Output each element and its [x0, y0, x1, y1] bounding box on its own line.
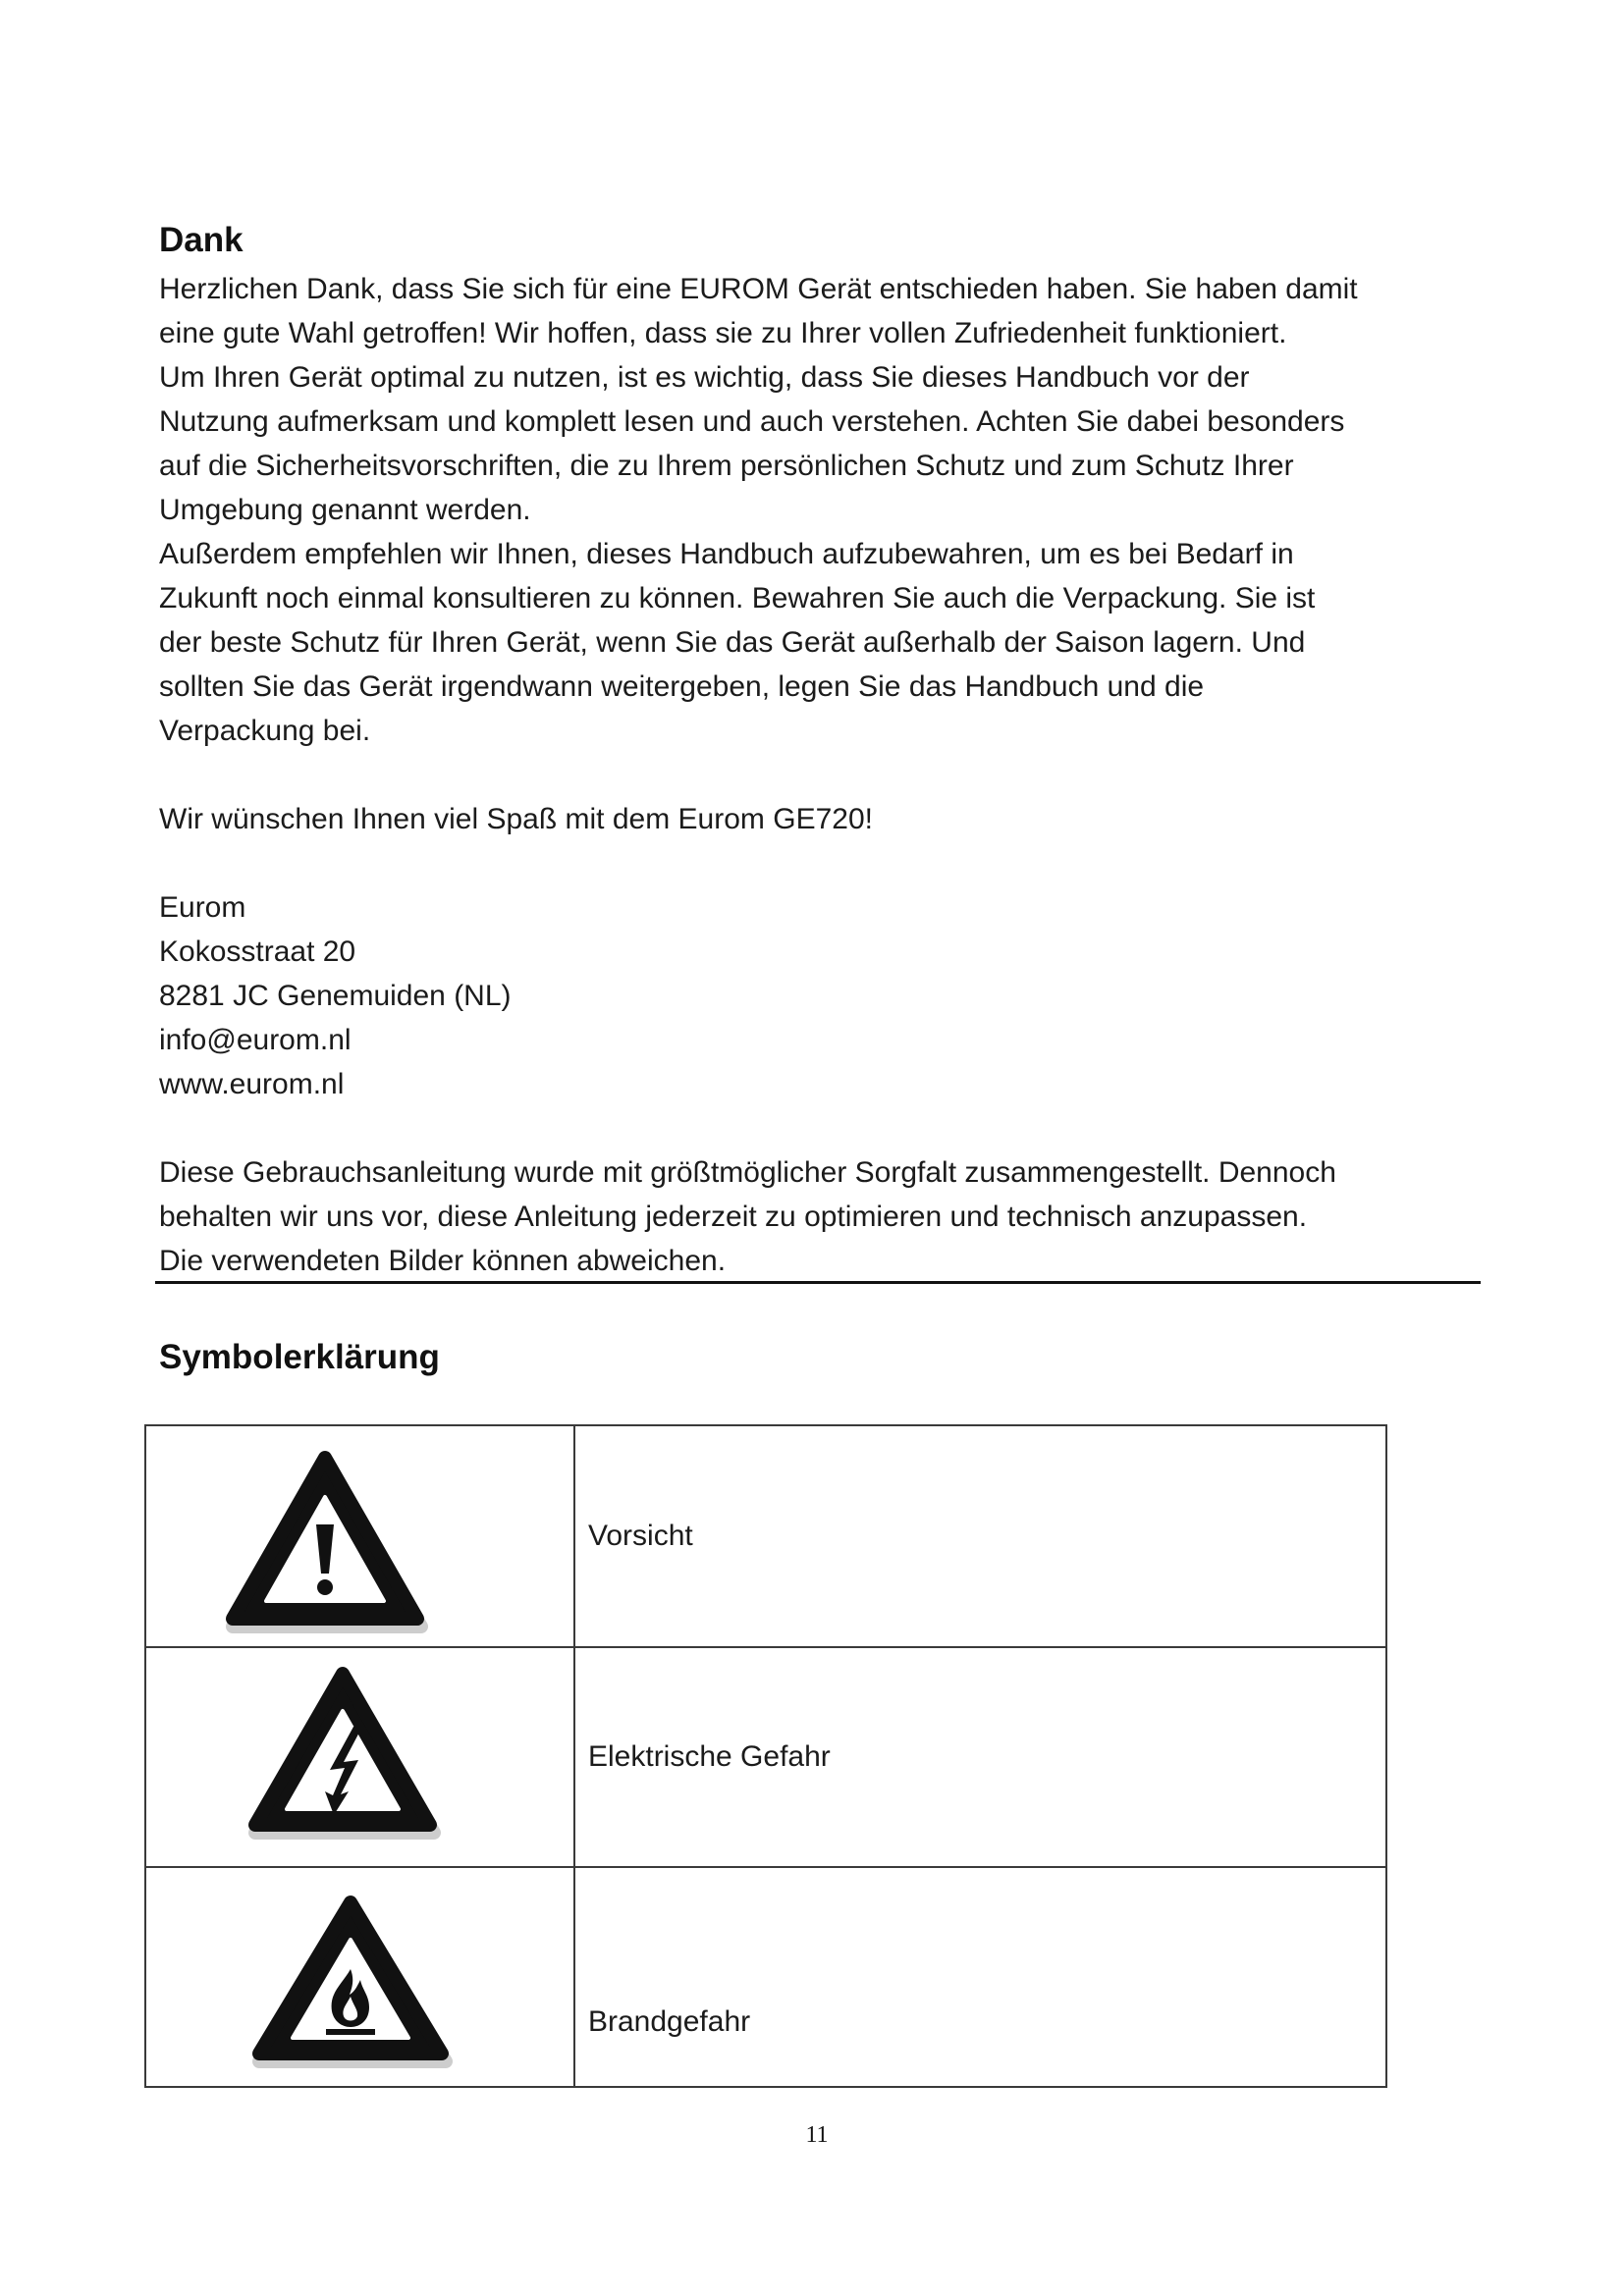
thanks-paragraph-1 — [159, 267, 1358, 532]
table-row — [146, 1866, 1385, 2086]
closing-wish — [159, 797, 1358, 841]
company-address — [159, 885, 1358, 1106]
text-line: eine gute Wahl getroffen! Wir hoffen, dass sie zu Ihrer vollen Zufriedenheit funktioniert. — [159, 317, 1287, 349]
symbol-label: Elektrische Gefahr — [588, 1740, 831, 1773]
text-line: Herzlichen Dank, dass Sie sich für eine EUROM Gerät entschieden haben. Sie haben damit — [159, 273, 1358, 305]
thanks-paragraph-2 — [159, 532, 1358, 753]
text-line: auf die Sicherheitsvorschriften, die zu Ihrem persönlichen Schutz und zum Schutz Ihrer — [159, 450, 1294, 482]
email-address: info@eurom.nl — [159, 1024, 352, 1056]
disclaimer — [159, 1150, 1358, 1283]
icon-cell — [146, 1648, 575, 1866]
table-row — [146, 1646, 1385, 1866]
body-text — [159, 267, 1358, 1283]
electric-hazard-icon — [244, 1664, 442, 1841]
postal-city: 8281 JC Genemuiden (NL) — [159, 980, 512, 1012]
text-line: Um Ihren Gerät optimal zu nutzen, ist es wichtig, dass Sie dieses Handbuch vor der — [159, 361, 1250, 394]
symbols-heading: Symbolerklärung — [159, 1338, 440, 1376]
warning-icon — [221, 1448, 430, 1634]
text-line: der beste Schutz für Ihren Gerät, wenn Sie das Gerät außerhalb der Saison lagern. Und — [159, 626, 1306, 659]
street-address: Kokosstraat 20 — [159, 935, 356, 968]
text-line: Die verwendeten Bilder können abweichen. — [159, 1245, 727, 1277]
symbol-label: Vorsicht — [588, 1520, 693, 1552]
website: www.eurom.nl — [159, 1068, 345, 1100]
text-line: Diese Gebrauchsanleitung wurde mit größtmöglicher Sorgfalt zusammengestellt. Dennoch — [159, 1156, 1336, 1189]
fire-hazard-icon — [247, 1893, 454, 2069]
table-row — [146, 1426, 1385, 1646]
text-line: behalten wir uns vor, diese Anleitung jederzeit zu optimieren und technisch anzupassen. — [159, 1201, 1308, 1233]
text-line: Zukunft noch einmal konsultieren zu können. Bewahren Sie auch die Verpackung. Sie ist — [159, 582, 1316, 614]
section-divider — [155, 1281, 1481, 1284]
text-line: Wir wünschen Ihnen viel Spaß mit dem Eurom GE720! — [159, 803, 873, 835]
company-name: Eurom — [159, 891, 246, 924]
page-number: 11 — [805, 2122, 829, 2148]
symbol-label: Brandgefahr — [588, 2005, 751, 2038]
text-line: Außerdem empfehlen wir Ihnen, dieses Handbuch aufzubewahren, um es bei Bedarf in — [159, 538, 1294, 570]
symbol-table — [144, 1424, 1387, 2088]
text-line: Nutzung aufmerksam und komplett lesen und auch verstehen. Achten Sie dabei besonders — [159, 405, 1345, 438]
icon-cell — [146, 1426, 575, 1646]
text-line: Umgebung genannt werden. — [159, 494, 531, 526]
icon-cell — [146, 1868, 575, 2086]
thanks-heading: Dank — [159, 221, 244, 259]
text-line: Verpackung bei. — [159, 715, 371, 747]
text-line: sollten Sie das Gerät irgendwann weitergeben, legen Sie das Handbuch und die — [159, 670, 1205, 703]
